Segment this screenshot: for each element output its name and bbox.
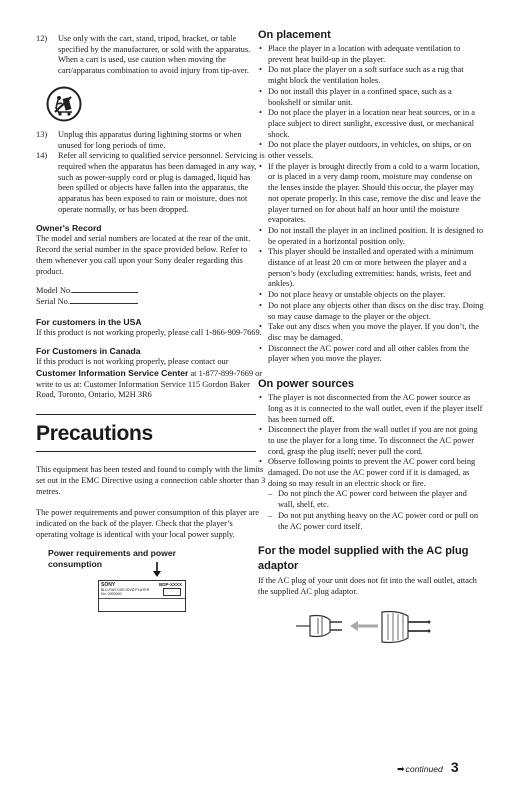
power-sources-heading: On power sources — [258, 378, 354, 391]
title-underline — [36, 451, 256, 452]
arrow-down-icon — [152, 562, 162, 578]
precautions-title: Precautions — [36, 422, 153, 446]
placement-list — [258, 44, 484, 365]
label-rule — [99, 598, 185, 599]
safety-item-13 — [36, 130, 266, 151]
placement-item: • If the player is brought directly from a cold to a warm location, or is placed in a very damp room, moisture may condense on the lenses inside the player. Should this occur, the player may not operate properly. In this case, remove the disc and leave the player turned on for about half an hour until the moisture evaporates. — [258, 162, 484, 226]
label-line-2: No. 0000000 — [101, 592, 122, 597]
power-sublist — [258, 489, 484, 532]
item-text: Refer all servicing to qualified service personnel. Servicing is required when the apparatus has been damaged in any way, such as power-supply cord or plug is damaged, liquid has been spilled or objects have fallen into the apparatus, the apparatus has been exposed to rain or moisture, does not operate normally, or has been dropped. — [58, 151, 265, 214]
item-number: 12) — [36, 34, 48, 43]
power-paragraph: The power requirements and power consumption of this player are indicated on the back of the player. Check that the player’s operating voltage is identical with your local power supply. — [36, 508, 260, 539]
emc-paragraph: This equipment has been tested and found to comply with the limits set out in the EMC Directive using a connection cable shorter than 3 metres. — [36, 465, 266, 496]
placement-item: • Disconnect the AC power cord and all other cables from the player when you move the player. — [258, 344, 484, 365]
usa-body: If this product is not working properly, please call 1-866-909-7669. — [36, 327, 262, 337]
canada-service-center: Customer Information Service Center — [36, 368, 189, 379]
placement-item: • Take out any discs when you move the player. If you don’t, the disc may be damaged. — [258, 322, 484, 343]
placement-item: • Do not place the player outdoors, in vehicles, on ships, or on other vessels. — [258, 140, 484, 161]
power-item: • Observe following points to prevent the AC power cord being damaged. Do not use the AC power cord if it is damaged, as doing so may result in an electric shock or fire. — [258, 457, 484, 489]
page-footer — [397, 759, 459, 775]
power-item: • The player is not disconnected from the AC power source as long as it is connected to the wall outlet, even if the player itself has been turned off. — [258, 393, 484, 425]
item-text: Use only with the cart, stand, tripod, bracket, or table specified by the manufacturer, or sold with the apparatus. When a cart is used, use caution when moving the cart/apparatus combination to avoid injury from tip-over. — [58, 34, 251, 76]
canada-body-pre: If this product is not working properly, please contact our — [36, 357, 229, 367]
placement-item: • Do not place the player in a location near heat sources, or in a place subject to direct sunlight, excessive dust, or mechanical shock. — [258, 108, 484, 140]
figure-caption: Power requirements and power consumption — [48, 548, 176, 570]
continued-label: continued — [405, 764, 443, 774]
power-subitem: – Do not pinch the AC power cord between the player and wall, shelf, etc. — [268, 489, 484, 510]
continued-arrow-icon: ➡ — [397, 765, 405, 775]
model-number-line — [36, 286, 266, 297]
model-label: Model No. — [36, 286, 73, 296]
item-number: 13) — [36, 129, 48, 139]
safety-item-12 — [36, 34, 266, 77]
serial-number-line — [36, 297, 266, 308]
plug-adaptor-diagram — [258, 604, 484, 648]
right-column — [258, 28, 484, 648]
canada-heading: For Customers in Canada — [36, 346, 141, 357]
usa-heading: For customers in the USA — [36, 316, 142, 327]
section-divider — [36, 414, 256, 415]
label-model: BDP-XXXX — [158, 582, 182, 588]
rear-label-figure — [36, 572, 266, 614]
safety-item-14 — [36, 151, 266, 215]
item-text: Unplug this apparatus during lightning storms or when unused for long periods of time. — [58, 129, 242, 150]
placement-item: • Place the player in a location with adequate ventilation to prevent heat build-up in the player. — [258, 44, 484, 65]
serial-blank — [70, 303, 138, 304]
rating-label — [98, 580, 186, 612]
placement-heading: On placement — [258, 29, 331, 41]
placement-item: • Do not place the player on a soft surface such as a rug that might block the ventilation holes. — [258, 65, 484, 86]
item-number: 14) — [36, 151, 48, 161]
adaptor-heading: For the model supplied with the AC plug adaptor — [258, 545, 469, 573]
label-rating-box — [163, 588, 181, 596]
placement-item: • Do not install the player in an inclined position. It is designed to be operated in a horizontal position only. — [258, 226, 484, 247]
cart-warning-icon — [46, 86, 82, 122]
placement-item: • Do not place any objects other than discs on the disc tray. Doing so may cause damage to the player or the object. — [258, 301, 484, 322]
placement-item: • Do not install this player in a confined space, such as a bookshelf or similar unit. — [258, 87, 484, 108]
placement-item: • Do not place heavy or unstable objects on the player. — [258, 290, 484, 301]
owners-record-heading: Owner's Record — [36, 223, 102, 234]
canada-body — [36, 357, 266, 401]
canada-body-post: at 1-877-899-7669 or write to us at: Customer Information Service 115 Gordon Baker Road, Toronto, Ontario, M2H 3R6 — [36, 369, 263, 400]
model-blank — [72, 292, 138, 293]
page-number: 3 — [450, 759, 459, 775]
left-column — [36, 34, 266, 614]
label-line-1: BLU-RAY DISC/DVD PLAYER — [101, 588, 150, 593]
serial-label: Serial No. — [36, 296, 70, 306]
owners-record-body: The model and serial numbers are located at the rear of the unit. Record the serial number in the space provided below. Refer to them whenever you call upon your Sony dealer regarding this product. — [36, 234, 251, 276]
plug-adaptor-icon — [258, 604, 458, 648]
power-list — [258, 393, 484, 489]
adaptor-body: If the AC plug of your unit does not fit into the wall outlet, attach the supplied AC plug adaptor. — [258, 576, 477, 596]
power-item: • Disconnect the player from the wall outlet if you are not going to use the player for a long time. To disconnect the AC power cord, grasp the plug itself; never pull the cord. — [258, 425, 484, 457]
label-brand: SONY — [101, 582, 116, 589]
power-subitem: – Do not put anything heavy on the AC power cord or pull on the AC power cord itself. — [268, 511, 484, 532]
placement-item: • This player should be installed and operated with a minimum distance of at least 20 cm or more between the player and a person’s body (excluding extremities: hands, wrists, feet and ankles). — [258, 247, 484, 290]
